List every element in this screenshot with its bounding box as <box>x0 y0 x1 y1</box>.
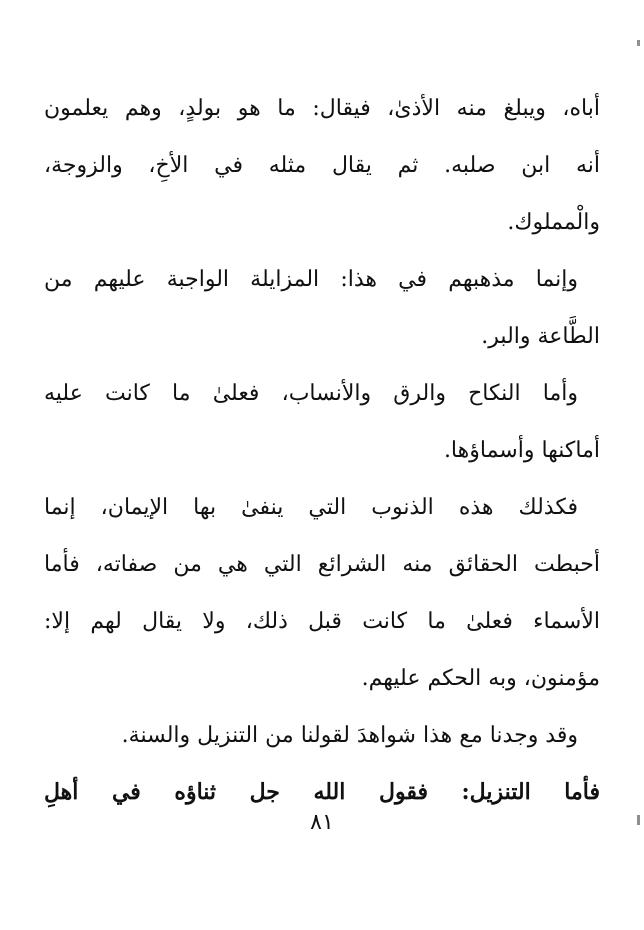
text-line-10: الأسماء فعلىٰ ما كانت قبل ذلك، ولا يقال لهم إلا: <box>44 609 600 634</box>
text-line-5: الطَّاعة والبر. <box>481 324 600 349</box>
text-line-11: مؤمنون، وبه الحكم عليهم. <box>361 666 600 691</box>
scan-edge-mark <box>637 815 640 825</box>
text-line-2: أنه ابن صلبه. ثم يقال مثله في الأخِ، والزوجة، <box>44 153 600 178</box>
text-line-13: فأما التنزيل: فقول الله جل ثناؤه في أهلِ <box>44 779 600 805</box>
scan-edge-mark <box>637 40 640 46</box>
text-line-12: وقد وجدنا مع هذا شواهدَ لقولنا من التنزيل والسنة. <box>121 723 578 748</box>
body-text <box>44 80 600 821</box>
text-line-3: والْمملوك. <box>507 210 600 235</box>
text-line-9: أحبطت الحقائق منه الشرائع التي هي من صفاته، فأما <box>44 552 600 577</box>
text-line-1: أباه، ويبلغ منه الأذىٰ، فيقال: ما هو بولدٍ، وهم يعلمون <box>44 96 600 121</box>
page-number: ٨١ <box>310 810 334 835</box>
text-line-6: وأما النكاح والرق والأنساب، فعلىٰ ما كانت عليه <box>44 381 578 406</box>
text-line-7: أماكنها وأسماؤها. <box>443 438 600 463</box>
text-line-4: وإنما مذهبهم في هذا: المزايلة الواجبة عليهم من <box>44 267 578 292</box>
text-line-8: فكذلك هذه الذنوب التي ينفىٰ بها الإيمان، إنما <box>44 495 578 520</box>
